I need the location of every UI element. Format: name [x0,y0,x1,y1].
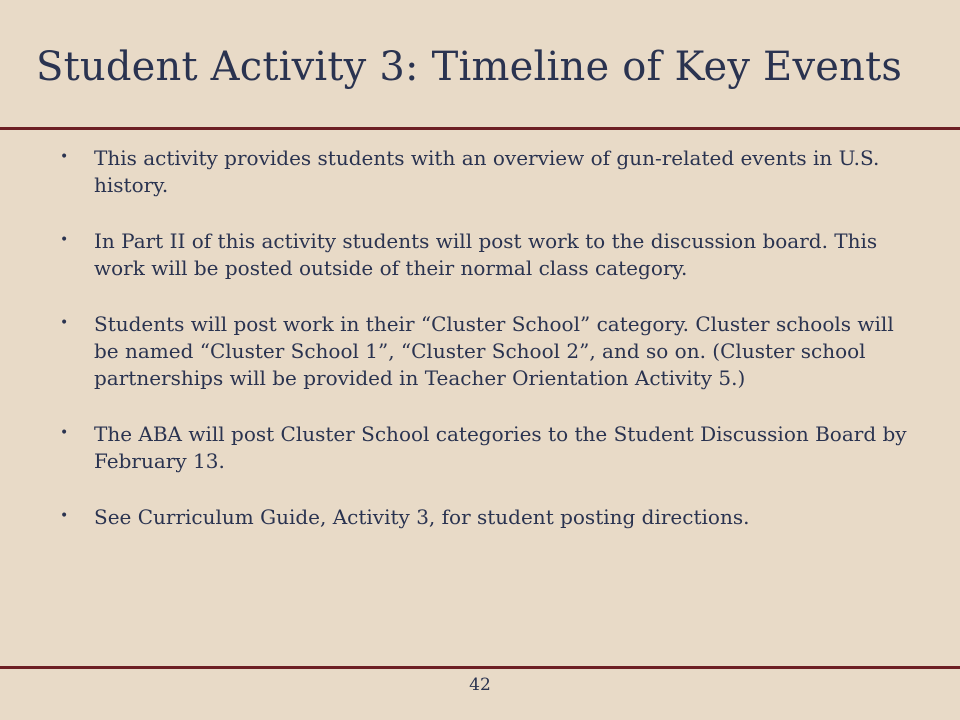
title-divider [0,127,960,130]
bullet-text: See Curriculum Guide, Activity 3, for student posting directions. [94,505,750,529]
bullet-text: In Part II of this activity students will post work to the discussion board. This work will be posted outside of their normal class category. [94,229,878,280]
bullet-icon: • [60,149,69,165]
bullet-icon: • [60,315,69,331]
bullet-item [60,311,920,392]
bullet-text: This activity provides students with an overview of gun-related events in U.S. history. [94,146,880,197]
bullet-item [60,421,920,475]
bullet-icon: • [60,425,69,441]
bullet-text: Students will post work in their “Cluster School” category. Cluster schools will be named “Cluster School 1”, “Cluster School 2”, and so on. (Cluster school partnerships will be provided in Teacher Orientation Activity 5.) [94,312,894,390]
bullet-text: The ABA will post Cluster School categories to the Student Discussion Board by February 13. [94,422,907,473]
page-number: 42 [469,675,491,695]
bullet-item [60,145,920,199]
slide-title: Student Activity 3: Timeline of Key Events [36,44,903,90]
bullet-icon: • [60,508,69,524]
bullet-list [60,145,920,560]
bullet-item [60,504,920,531]
bullet-icon: • [60,232,69,248]
bullet-item [60,228,920,282]
footer-divider [0,666,960,669]
